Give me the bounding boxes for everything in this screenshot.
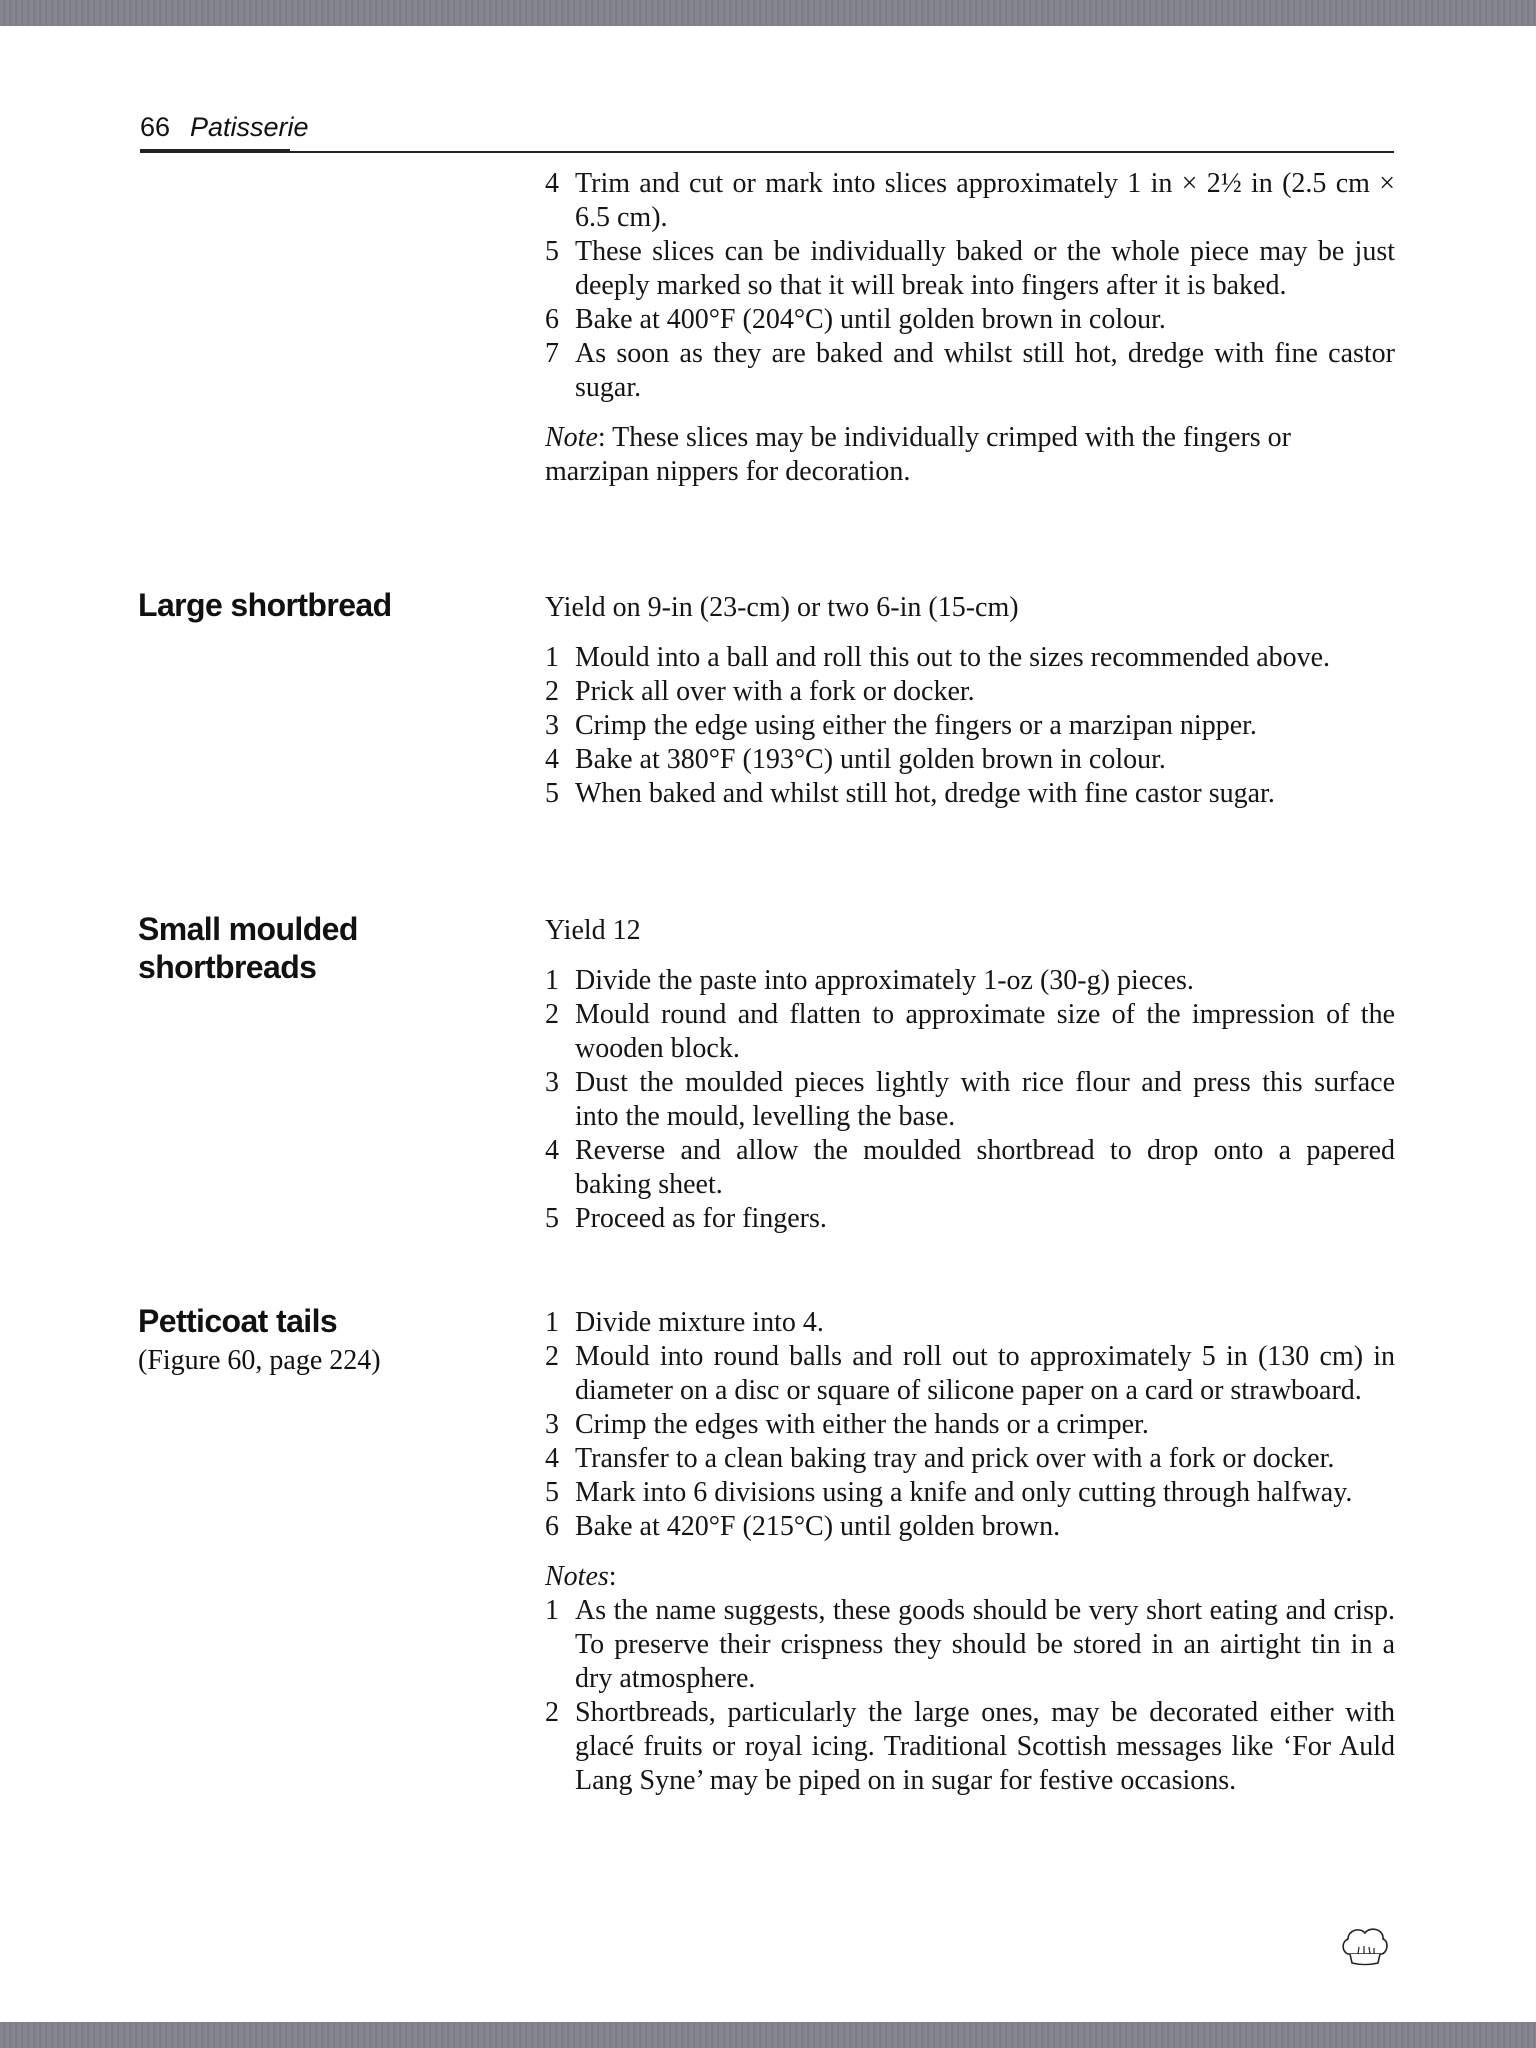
step-number: 1: [545, 642, 559, 673]
step-text: Divide mixture into 4.: [575, 1307, 824, 1338]
step-item: [545, 1306, 1395, 1340]
notes-list: [545, 1594, 1395, 1798]
step-number: 5: [545, 236, 559, 267]
note-label: Note: [545, 422, 598, 453]
step-item: [545, 1066, 1395, 1134]
step-number: 5: [545, 778, 559, 809]
heading-line: Small moulded: [138, 911, 358, 947]
step-number: 4: [545, 1443, 559, 1474]
small-moulded-section: [545, 914, 1395, 1236]
step-text: Divide the paste into approximately 1-oz (30-g) pieces.: [575, 965, 1194, 996]
chef-hat-icon: [1340, 1924, 1390, 1968]
note-text: As the name suggests, these goods should be very short eating and crisp. To preserve their crispness they should be stored in an airtight tin in a dry atmosphere.: [575, 1595, 1395, 1694]
step-text: Bake at 400°F (204°C) until golden brown in colour.: [575, 304, 1166, 335]
step-item: [545, 743, 1395, 777]
section-heading-large-shortbread: Large shortbread: [138, 587, 392, 623]
step-item: [545, 1442, 1395, 1476]
running-header-title: Patisserie: [190, 112, 309, 142]
step-text: As soon as they are baked and whilst still hot, dredge with fine castor sugar.: [575, 338, 1395, 403]
step-number: 3: [545, 710, 559, 741]
step-number: 1: [545, 1307, 559, 1338]
note-text: : These slices may be individually crimped with the fingers or marzipan nippers for decoration.: [545, 422, 1291, 487]
step-number: 1: [545, 965, 559, 996]
step-item: [545, 167, 1395, 235]
step-item: [545, 337, 1395, 405]
yield-text: Yield 12: [545, 915, 641, 946]
step-item: [545, 1202, 1395, 1236]
step-text: Mark into 6 divisions using a knife and only cutting through halfway.: [575, 1477, 1353, 1508]
step-text: Bake at 380°F (193°C) until golden brown in colour.: [575, 744, 1166, 775]
continuation-steps: [545, 167, 1395, 405]
step-text: Trim and cut or mark into slices approximately 1 in × 2½ in (2.5 cm × 6.5 cm).: [575, 168, 1395, 233]
step-item: [545, 1510, 1395, 1544]
top-border-band: [0, 0, 1536, 26]
step-item: [545, 675, 1395, 709]
step-text: Mould round and flatten to approximate size of the impression of the wooden block.: [575, 999, 1395, 1064]
step-item: [545, 303, 1395, 337]
step-item: [545, 1476, 1395, 1510]
step-text: Reverse and allow the moulded shortbread to drop onto a papered baking sheet.: [575, 1135, 1395, 1200]
step-item: [545, 777, 1395, 811]
petticoat-tails-steps: [545, 1306, 1395, 1544]
header-rule: [140, 151, 1394, 153]
note-paragraph: [545, 421, 1395, 489]
step-item: [545, 1408, 1395, 1442]
step-text: Prick all over with a fork or docker.: [575, 676, 975, 707]
step-text: Proceed as for fingers.: [575, 1203, 827, 1234]
step-text: Mould into a ball and roll this out to the sizes recommended above.: [575, 642, 1331, 673]
note-item: [545, 1594, 1395, 1696]
notes-heading: [545, 1560, 1395, 1594]
step-number: 6: [545, 304, 559, 335]
large-shortbread-steps: [545, 641, 1395, 811]
step-number: 3: [545, 1067, 559, 1098]
bottom-border-band: [0, 2022, 1536, 2048]
section-heading-petticoat-tails: Petticoat tails: [138, 1303, 338, 1339]
step-number: 7: [545, 338, 559, 369]
note-text: Shortbreads, particularly the large ones, may be decorated either with glacé fruits or royal icing. Traditional Scottish messages like ‘For Auld Lang Syne’ may be piped on in sugar for festive occasions.: [575, 1697, 1395, 1796]
step-text: Crimp the edges with either the hands or a crimper.: [575, 1409, 1149, 1440]
note-number: 2: [545, 1697, 559, 1728]
step-text: Mould into round balls and roll out to approximately 5 in (130 cm) in diameter on a disc or square of silicone paper on a card or strawboard.: [575, 1341, 1395, 1406]
note-item: [545, 1696, 1395, 1798]
step-number: 6: [545, 1511, 559, 1542]
step-number: 3: [545, 1409, 559, 1440]
step-number: 2: [545, 676, 559, 707]
step-number: 2: [545, 999, 559, 1030]
large-shortbread-section: [545, 591, 1395, 811]
step-text: Bake at 420°F (215°C) until golden brown.: [575, 1511, 1061, 1542]
section-heading-small-moulded: [138, 910, 358, 986]
step-text: Transfer to a clean baking tray and prick over with a fork or docker.: [575, 1443, 1335, 1474]
figure-reference: (Figure 60, page 224): [138, 1345, 381, 1376]
page-number: 66: [140, 112, 171, 142]
step-number: 5: [545, 1203, 559, 1234]
heading-line: shortbreads: [138, 949, 317, 985]
petticoat-tails-section: [545, 1306, 1395, 1798]
step-item: [545, 1340, 1395, 1408]
step-item: [545, 998, 1395, 1066]
step-item: [545, 235, 1395, 303]
step-number: 4: [545, 744, 559, 775]
step-text: Dust the moulded pieces lightly with rice flour and press this surface into the mould, levelling the base.: [575, 1067, 1395, 1132]
step-number: 4: [545, 168, 559, 199]
step-item: [545, 1134, 1395, 1202]
notes-label: Notes: [545, 1561, 609, 1592]
step-number: 5: [545, 1477, 559, 1508]
continuation-section: [545, 167, 1395, 489]
step-number: 4: [545, 1135, 559, 1166]
notes-colon: :: [608, 1561, 617, 1592]
step-text: Crimp the edge using either the fingers or a marzipan nipper.: [575, 710, 1257, 741]
note-number: 1: [545, 1595, 559, 1626]
step-number: 2: [545, 1341, 559, 1372]
step-item: [545, 641, 1395, 675]
step-text: These slices can be individually baked or the whole piece may be just deeply marked so that it will break into fingers after it is baked.: [575, 236, 1395, 301]
step-item: [545, 709, 1395, 743]
small-moulded-steps: [545, 964, 1395, 1236]
step-text: When baked and whilst still hot, dredge with fine castor sugar.: [575, 778, 1275, 809]
step-item: [545, 964, 1395, 998]
yield-text: Yield on 9-in (23-cm) or two 6-in (15-cm): [545, 592, 1019, 623]
